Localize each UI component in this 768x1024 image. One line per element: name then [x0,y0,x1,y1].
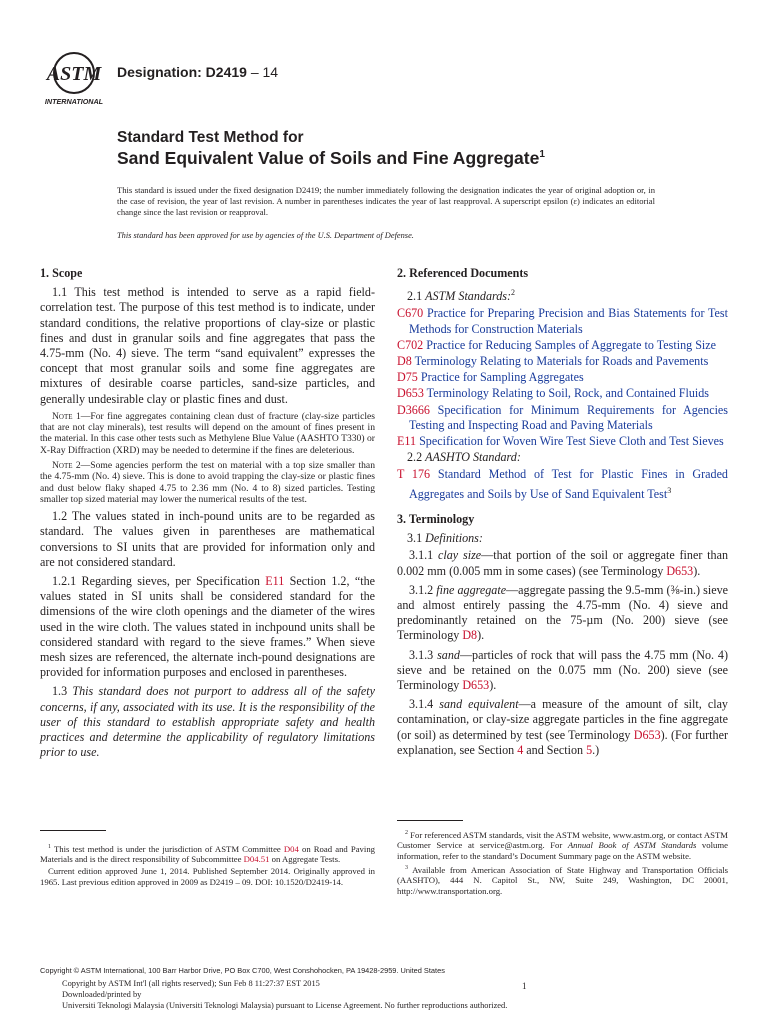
para-1-2: 1.2 The values stated in inch-pound units are to be regarded as standard. The values given in parentheses are mathematical conversions to SI units that are provided for information only and are not considered standard. [40,509,375,569]
footnote-rule-right [397,820,463,821]
intro-text: This standard is issued under the fixed designation D2419; the number immediately following the designation indicates the year of original adoption or, in the case of revision, the year of last revision. A number in parentheses indicates the year of last reapproval. A superscript epsilon (ε) indicates an editorial change since the last revision or reapproval. [117,185,655,217]
reference-item-aashto[interactable]: T 176 Standard Method of Test for Plastic Fines in Graded Aggregates and Soils by Use of Sand Equivalent Test$^3$ [397,467,728,501]
def-sand: 3.1.3 sand—particles of rock that will pass the 4.75 mm (No. 4) sieve and be retained on the 0.075 mm (No. 200) sieve (see Terminology D653). [397,647,728,692]
astm-standards-heading: 2.1 ASTM Standards:$^2$ [407,288,516,304]
right-column [397,266,728,762]
title-line1: Standard Test Method for [117,129,304,146]
reference-item[interactable]: D75 Practice for Sampling Aggregates [397,370,584,385]
section-terminology-heading: 3. Terminology [397,511,475,526]
reference-item[interactable]: D653 Terminology Relating to Soil, Rock, and Contained Fluids [397,386,710,401]
reference-item[interactable]: D8 Terminology Relating to Materials for Roads and Pavements [397,354,709,369]
svg-text:INTERNATIONAL: INTERNATIONAL [44,97,104,106]
footnote-1: $^1$ This test method is under the jurisdiction of ASTM Committee D04 on Road and Paving Materials and is the direct responsibility of Subcommittee D04.51 on Aggregate Tests. Current edition approved June 1, 2014. Published September 2014. Originally approved in 1965. Last previous edition approved in 2009 as D2419 – 09. DOI: 10.1520/D2419-14. [40,843,376,887]
def-clay-size: 3.1.1 clay size—that portion of the soil or aggregate finer than 0.002 mm (0.005 mm in some cases) (see Terminology D653). [397,548,729,578]
title-line2: Sand Equivalent Value of Soils and Fine Aggregate$^1$ [117,148,545,168]
designation [117,64,278,80]
reference-list [397,306,728,449]
section-references-heading: 2. Referenced Documents [397,266,529,280]
section-scope-heading: 1. Scope [40,266,83,280]
note-2: Note 2—Some agencies perform the test on material with a top size smaller than the 4.75-mm (No. 4) sieve. This is done to avoid trapping the clay-size or plastic fines and dust below flaky shaped 4.75 to 2.36 mm (No. 4 to 8) sized particles. Testing smaller top sized material may lower the numerical results of the test. [40,460,375,505]
reference-item[interactable]: E11 Specification for Woven Wire Test Sieve Cloth and Test Sieves [397,434,724,449]
reference-item[interactable]: D3666 Specification for Minimum Requirements for Agencies Testing and Inspecting Road and Paving Materials [397,402,728,432]
footnote-rule-left [40,830,106,831]
def-fine-aggregate: 3.1.2 fine aggregate—aggregate passing the 9.5-mm (⅜-in.) sieve and almost entirely passing the 4.75-mm (No. 4) sieve and predominantly retained on the 75-µm (No. 200) sieve (see Terminology D8). [397,582,729,643]
link-section-5[interactable]: 5 [586,742,593,757]
para-1-1: 1.1 This test method is intended to serve as a rapid field-correlation test. The purpose of this test method is to indicate, under standard conditions, the relative proportions of clay-size or plastic fines and dust in granular soils and fine aggregates that pass the 4.75-mm (No. 4) sieve. The term “sand equivalent” expresses the concept that most granular soils and some fine aggregates are mixtures of desirable coarse particles, sand-size particles, and generally undesirable clay or plastic fines and dust. [40,285,375,406]
link-d04[interactable]: D04 [283,843,299,854]
page-number: 1 [522,981,527,991]
link-d653[interactable]: D653 [462,677,490,692]
left-column [40,266,375,764]
reference-item[interactable]: C702 Practice for Reducing Samples of Aggregate to Testing Size [397,337,717,352]
footnote-3: $^3$ Available from American Association of State Highway and Transportation Officials (AASHTO), 444 N. Capitol St., NW, Suite 249, Washington, DC 20001, http://www.transportation.org. [397,864,728,896]
def-sand-equivalent: 3.1.4 sand equivalent—a measure of the amount of silt, clay contamination, or clay-size aggregate particles in the fine aggregate (or soil) as determined by test (see Terminology D653). (For further explanation, see Section 4 and Section 5.) [397,697,728,757]
aashto-standard-heading: 2.2 AASHTO Standard: [407,450,521,465]
link-d653[interactable]: D653 [666,563,694,578]
note-1: Note 1—For fine aggregates containing clean dust of fracture (clay-size particles that are not clay minerals), test results will depend on the amount of fines present in the material. In this case other tests such as Methylene Blue Value (AASHTO T330) or X-Ray Diffraction (XRD) may be needed to determine if the fines are deleterious. [40,410,375,456]
designation-year: – 14 [250,64,279,80]
definitions-heading: 3.1 Definitions: [407,531,483,546]
para-1-2-1: 1.2.1 Regarding sieves, per Specification E11 Section 1.2, “the values stated in SI units shall be considered standard for the dimensions of the wire cloth openings and the diameter of the wires used in the wire cloth. The values stated in inchpound units shall be considered standard with regard to the sieve frames.” When sieve mesh sizes are referenced, the alternate inch-pound designations are provided for information purposes and enclosed in parentheses. [40,574,375,680]
astm-logo [40,50,110,108]
footnotes-right [397,828,728,897]
para-1-3: 1.3 This standard does not purport to address all of the safety concerns, if any, associated with its use. It is the responsibility of the user of this standard to establish appropriate safety and health practices and determine the applicability of regulatory limitations prior to use. [40,684,375,760]
footnote-2: $^2$ For referenced ASTM standards, visit the ASTM website, www.astm.org, or contact ASTM Customer Service at service@astm.org. For Annual Book of ASTM Standards volume information, refer to the standard’s Document Summary page on the ASTM website. [397,829,728,862]
approval-statement: This standard has been approved for use by agencies of the U.S. Department of Defense. [117,231,414,240]
link-d653[interactable]: D653 [633,727,661,742]
link-section-4[interactable]: 4 [517,742,524,757]
download-notice: Copyright by ASTM Int'l (all rights reserved); Sun Feb 8 11:27:37 EST 2015 Downloaded/printed by Universiti Teknologi Malaysia (Universiti Teknologi Malaysia) pursuant to License Agreement. No further reproductions authorized. [62,979,508,1010]
link-d8[interactable]: D8 [462,628,478,643]
copyright-notice: Copyright © ASTM International, 100 Barr Harbor Drive, PO Box C700, West Conshohocken, PA 19428-2959. United States [40,966,445,975]
link-d04-51[interactable]: D04.51 [243,854,270,865]
reference-item[interactable]: C670 Practice for Preparing Precision and Bias Statements for Test Methods for Construction Materials [397,306,728,336]
designation-label: Designation: D2419 [117,64,247,80]
link-e11[interactable]: E11 [265,574,285,589]
svg-text:ASTM: ASTM [46,63,102,85]
